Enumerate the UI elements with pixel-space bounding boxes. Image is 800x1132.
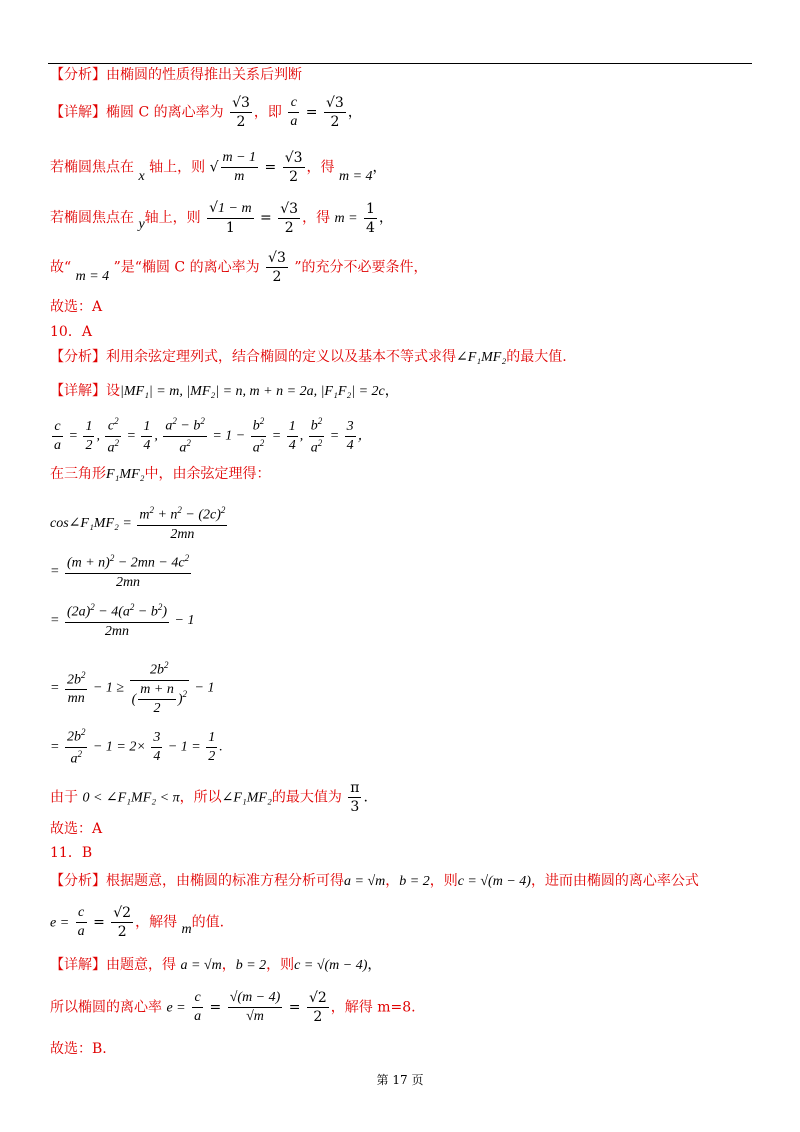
- q10-analysis-a: 【分析】利用余弦定理列式，结合椭圆的定义以及基本不等式求得: [50, 349, 456, 365]
- q11-final-b: ，解得 m=8.: [330, 999, 416, 1016]
- q10-step3-eq: =: [50, 613, 60, 629]
- q10-ratios: $\frac{c}{a}$ = $\frac{1}{2}$ , $\frac{c^2}{a^2}$ = $\frac{1}{4}$ , $\frac{a^2 - b^2}{a^2}$ = 1 − $\frac{b^2}{a^2}$ = $\frac{1}{4}$ , $\frac{b^2}{a^2}$ = $\frac{3}{4}$ ，: [54, 416, 372, 456]
- q10-cos-step1: cos∠F₁MF₂ = $\frac{m^2 + n^2 - (2c)^2}{2mn}$: [50, 505, 226, 542]
- q11-analysis-a-eq: a = √m: [344, 874, 386, 889]
- q9-conclusion-c: ”的充分不必要条件，: [294, 259, 428, 276]
- q11-number-text: 11．B: [50, 845, 93, 861]
- q9-detail-label: 【详解】: [50, 104, 106, 121]
- q10-answer-text: 故选：A: [50, 821, 103, 837]
- q11-final: 所以椭圆的离心率 e = $\frac{c}{a}$ = $\frac{√(m - 4)}{√m}$ = $\frac{√2}{2}$ ，解得 m=8.: [50, 990, 416, 1026]
- q10-cos-lhs: cos∠F₁MF₂ =: [50, 516, 132, 532]
- q11-analysis: [50, 874, 699, 889]
- q10-since: 由于 0 < ∠F₁MF₂ < π，所以∠F₁MF₂的最大值为 $\frac{\pi}{3}$ .: [50, 780, 368, 816]
- q10-cos-step5: = $\frac{2b^2}{a^2}$ − 1 = 2× $\frac{3}{4}$ − 1 = $\frac{1}{2}$ .: [50, 727, 223, 767]
- q11-answer: [50, 1042, 107, 1056]
- q10-detail: [50, 384, 399, 399]
- q11-detail-a-eq: a = √m: [180, 958, 222, 973]
- q9-detail-end: ，: [347, 104, 362, 121]
- q11-number: [50, 846, 92, 860]
- q10-step5-tail: = 2×: [116, 739, 146, 755]
- q10-triangle-name: F₁MF₂: [106, 467, 145, 482]
- q9-x-case-a: 若椭圆焦点在: [50, 159, 134, 176]
- q11-detail-sep1: ，: [221, 957, 236, 973]
- q10-answer: [50, 822, 102, 836]
- q10-cos-step2: = $\frac{(m + n)^2 - 2mn - 4c^2}{2mn}$: [50, 553, 190, 590]
- q9-x-var: x: [138, 168, 145, 184]
- q9-x-result: m = 4: [338, 168, 373, 184]
- q11-answer-text: 故选：B.: [50, 1041, 107, 1057]
- q11-detail-c-eq: c = √(m − 4): [294, 958, 368, 973]
- q10-triangle-b: 中，由余弦定理得：: [144, 466, 271, 482]
- q11-final-a: 所以椭圆的离心率: [50, 999, 162, 1016]
- q10-step2-eq: =: [50, 564, 60, 580]
- q10-analysis: [50, 350, 567, 365]
- q11-detail-label: 【详解】: [50, 957, 106, 973]
- q10-detail-eq: |MF₁| = m, |MF₂| = n, m + n = 2a, |F₁F₂| = 2c: [120, 384, 385, 399]
- q10-since-c: 的最大值为: [271, 789, 342, 806]
- q11-analysis-tail: ，进而由椭圆的离心率公式: [530, 873, 699, 889]
- q9-x-end: ，: [372, 159, 387, 176]
- q10-detail-a: 设: [106, 383, 120, 399]
- q9-answer: [50, 300, 102, 314]
- q10-since-end: .: [363, 789, 368, 806]
- q9-analysis: [50, 68, 302, 82]
- q9-analysis-text: 【分析】由椭圆的性质得推出关系后判断: [50, 67, 302, 83]
- q9-detail: 【详解】椭圆 C 的离心率为 $\frac{√3}{2}$ ，即 $\frac{c}{a}$ = $\frac{√3}{2}$ ，: [50, 95, 362, 131]
- q9-y-case-b: 轴上，则: [144, 210, 201, 227]
- q10-step5-end: .: [219, 739, 223, 755]
- q10-since-range: 0 < ∠F₁MF₂ < π: [82, 790, 180, 806]
- q11-analysis-sep1: ，: [385, 873, 400, 889]
- q11-final-e: e =: [166, 1000, 186, 1016]
- q9-answer-text: 故选：A: [50, 299, 103, 315]
- q10-since-angle: ∠F₁MF₂: [221, 790, 272, 806]
- q11-analysis-c-eq: c = √(m − 4): [457, 874, 531, 889]
- q10-analysis-b: 的最大值.: [506, 349, 567, 365]
- q10-step4-eq: =: [50, 680, 60, 696]
- page-footer: [0, 1071, 800, 1088]
- q11-formula-end: 的值.: [191, 914, 225, 931]
- q9-y-var: y: [138, 217, 145, 233]
- q11-analysis-sep2: ，则: [429, 873, 458, 889]
- q9-y-case-c: ，得: [302, 210, 331, 227]
- q11-detail-b-eq: b = 2: [235, 958, 267, 973]
- q11-formula-e: e =: [50, 915, 70, 931]
- q10-cos-step4: = $\frac{2b^2}{mn}$ − 1 ≥ $2b^2$ ( $\frac{m + n}{2}$ )$^2$ − 1: [50, 660, 215, 716]
- q10-since-a: 由于: [50, 789, 78, 806]
- q11-formula-var: m: [181, 921, 192, 937]
- q11-detail-a: 由题意，得: [106, 957, 176, 973]
- q9-y-result: m =: [334, 211, 358, 227]
- q9-detail-text-b: ，即: [253, 104, 282, 121]
- q9-detail-text-a: 椭圆 C 的离心率为: [106, 104, 224, 121]
- q10-triangle-a: 在三角形: [50, 466, 106, 482]
- q11-formula-tail: ，解得: [135, 914, 178, 931]
- q10-detail-end: ，: [384, 383, 399, 399]
- q11-formula: e = $\frac{c}{a}$ = $\frac{√2}{2}$ ，解得 m的值.: [50, 905, 225, 941]
- q11-detail-sep2: ，则: [266, 957, 295, 973]
- q9-conclusion-a: 故“: [50, 259, 72, 276]
- q9-conclusion-m: m = 4: [75, 268, 110, 284]
- q10-step5-eq: =: [50, 739, 60, 755]
- q11-detail-end: ，: [367, 957, 382, 973]
- q10-triangle: [50, 467, 271, 482]
- q9-x-case-c: ，得: [306, 159, 335, 176]
- q10-analysis-angle: ∠F₁MF₂: [456, 350, 507, 365]
- q10-detail-label: 【详解】: [50, 383, 106, 399]
- q9-x-case-b: 轴上，则: [149, 159, 206, 176]
- q10-number: [50, 325, 92, 339]
- q11-detail: [50, 958, 381, 973]
- q10-since-b: ，所以: [179, 789, 222, 806]
- q9-x-case: 若椭圆焦点在 x 轴上，则 √ $\frac{m - 1}{m}$ = $\frac{√3}{2}$ ，得 m = 4，: [50, 150, 387, 186]
- q9-conclusion: 故“ m = 4 ”是“椭圆 C 的离心率为 $\frac{√3}{2}$ ”的充分不必要条件，: [50, 250, 428, 286]
- q10-ratios-end: ，: [357, 428, 372, 444]
- q10-cos-step3: = $\frac{(2a)^2 - 4(a^2 - b^2)}{2mn}$ − 1: [50, 602, 195, 639]
- q10-step5-tail2: − 1 =: [167, 739, 201, 755]
- page-number: 第 17 页: [376, 1073, 424, 1087]
- q9-y-end: ，: [378, 210, 393, 227]
- q9-conclusion-b: ”是“椭圆 C 的离心率为: [113, 259, 260, 276]
- q11-analysis-b-eq: b = 2: [399, 874, 430, 889]
- q10-number-text: 10．A: [50, 324, 92, 340]
- q11-analysis-a: 【分析】根据题意，由椭圆的标准方程分析可得: [50, 873, 344, 889]
- q9-y-case: 若椭圆焦点在 y轴上，则 $\frac{√1 - m}{1}$ = $\frac{√3}{2}$ ，得 m = $\frac{1}{4}$ ，: [50, 200, 393, 237]
- header-rule: [48, 63, 752, 64]
- q9-y-case-a: 若椭圆焦点在: [50, 210, 134, 227]
